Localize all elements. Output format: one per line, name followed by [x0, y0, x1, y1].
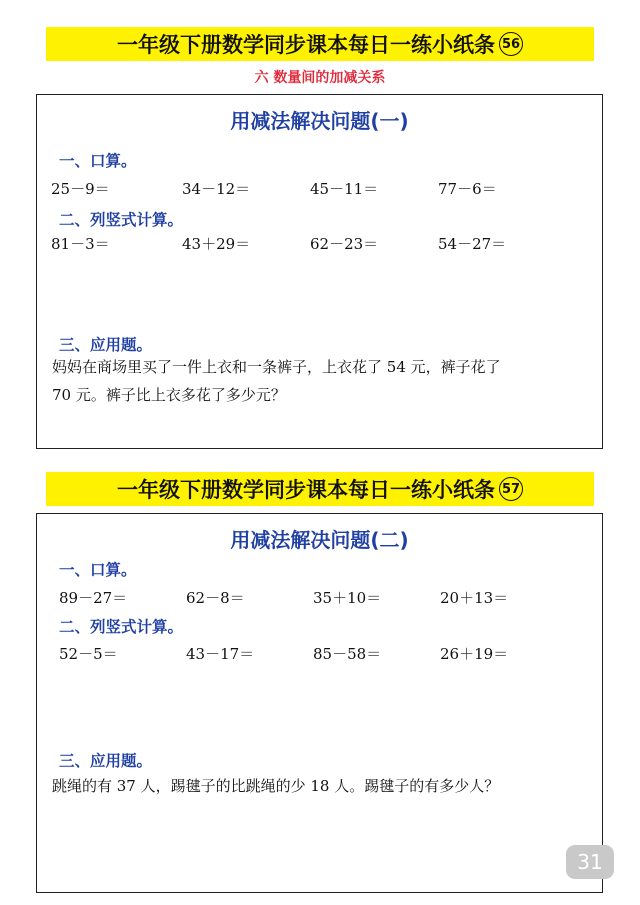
- vertical-calc-row: [51, 643, 591, 665]
- banner-title: 一年级下册数学同步课本每日一练小纸条: [117, 478, 495, 502]
- vertical-calc-heading: 二、列竖式计算。: [59, 618, 184, 636]
- banner-title: 一年级下册数学同步课本每日一练小纸条: [117, 33, 495, 57]
- page-number-badge: 31: [566, 845, 614, 879]
- sheet-57-card: [36, 513, 603, 893]
- vertical-calc-row: [51, 233, 591, 255]
- sheet-number-badge: 56: [499, 32, 523, 56]
- mental-math-row: [51, 178, 591, 200]
- exercise: 43＋29＝: [182, 235, 251, 253]
- exercise: 89－27＝: [59, 589, 128, 607]
- exercise: 20＋13＝: [440, 589, 509, 607]
- word-problem: [52, 772, 592, 800]
- exercise: 26＋19＝: [440, 645, 509, 663]
- unit-label: 六 数量间的加减关系: [254, 70, 386, 86]
- word-problem-line: 跳绳的有 37 人，踢毽子的比跳绳的少 18 人。踢毽子的有多少人？: [52, 777, 500, 795]
- sheet-56-banner: [46, 27, 594, 61]
- exercise: 85－58＝: [313, 645, 382, 663]
- exercise: 54－27＝: [438, 235, 507, 253]
- application-heading: 三、应用题。: [59, 752, 153, 770]
- mental-math-row: [51, 587, 591, 609]
- exercise: 77－6＝: [438, 180, 497, 198]
- word-problem-line: 妈妈在商场里买了一件上衣和一条裤子，上衣花了 54 元，裤子花了: [52, 358, 501, 376]
- exercise: 45－11＝: [310, 180, 379, 198]
- vertical-calc-heading: 二、列竖式计算。: [59, 211, 184, 229]
- mental-math-heading: 一、口算。: [59, 561, 137, 579]
- exercise: 25－9＝: [51, 180, 110, 198]
- card-title: 用减法解决问题(一): [230, 109, 409, 133]
- exercise: 62－23＝: [310, 235, 379, 253]
- word-problem: [52, 353, 592, 409]
- exercise: 81－3＝: [51, 235, 110, 253]
- exercise: 34－12＝: [182, 180, 251, 198]
- exercise: 62－8＝: [186, 589, 245, 607]
- card-title: 用减法解决问题(二): [230, 528, 409, 552]
- exercise: 52－5＝: [59, 645, 118, 663]
- word-problem-line: 70 元。裤子比上衣多花了多少元？: [52, 386, 286, 404]
- sheet-56-card: [36, 94, 603, 449]
- mental-math-heading: 一、口算。: [59, 152, 137, 170]
- sheet-57-banner: [46, 472, 594, 506]
- exercise: 35＋10＝: [313, 589, 382, 607]
- sheet-number-badge: 57: [499, 477, 523, 501]
- exercise: 43－17＝: [186, 645, 255, 663]
- application-heading: 三、应用题。: [59, 336, 153, 354]
